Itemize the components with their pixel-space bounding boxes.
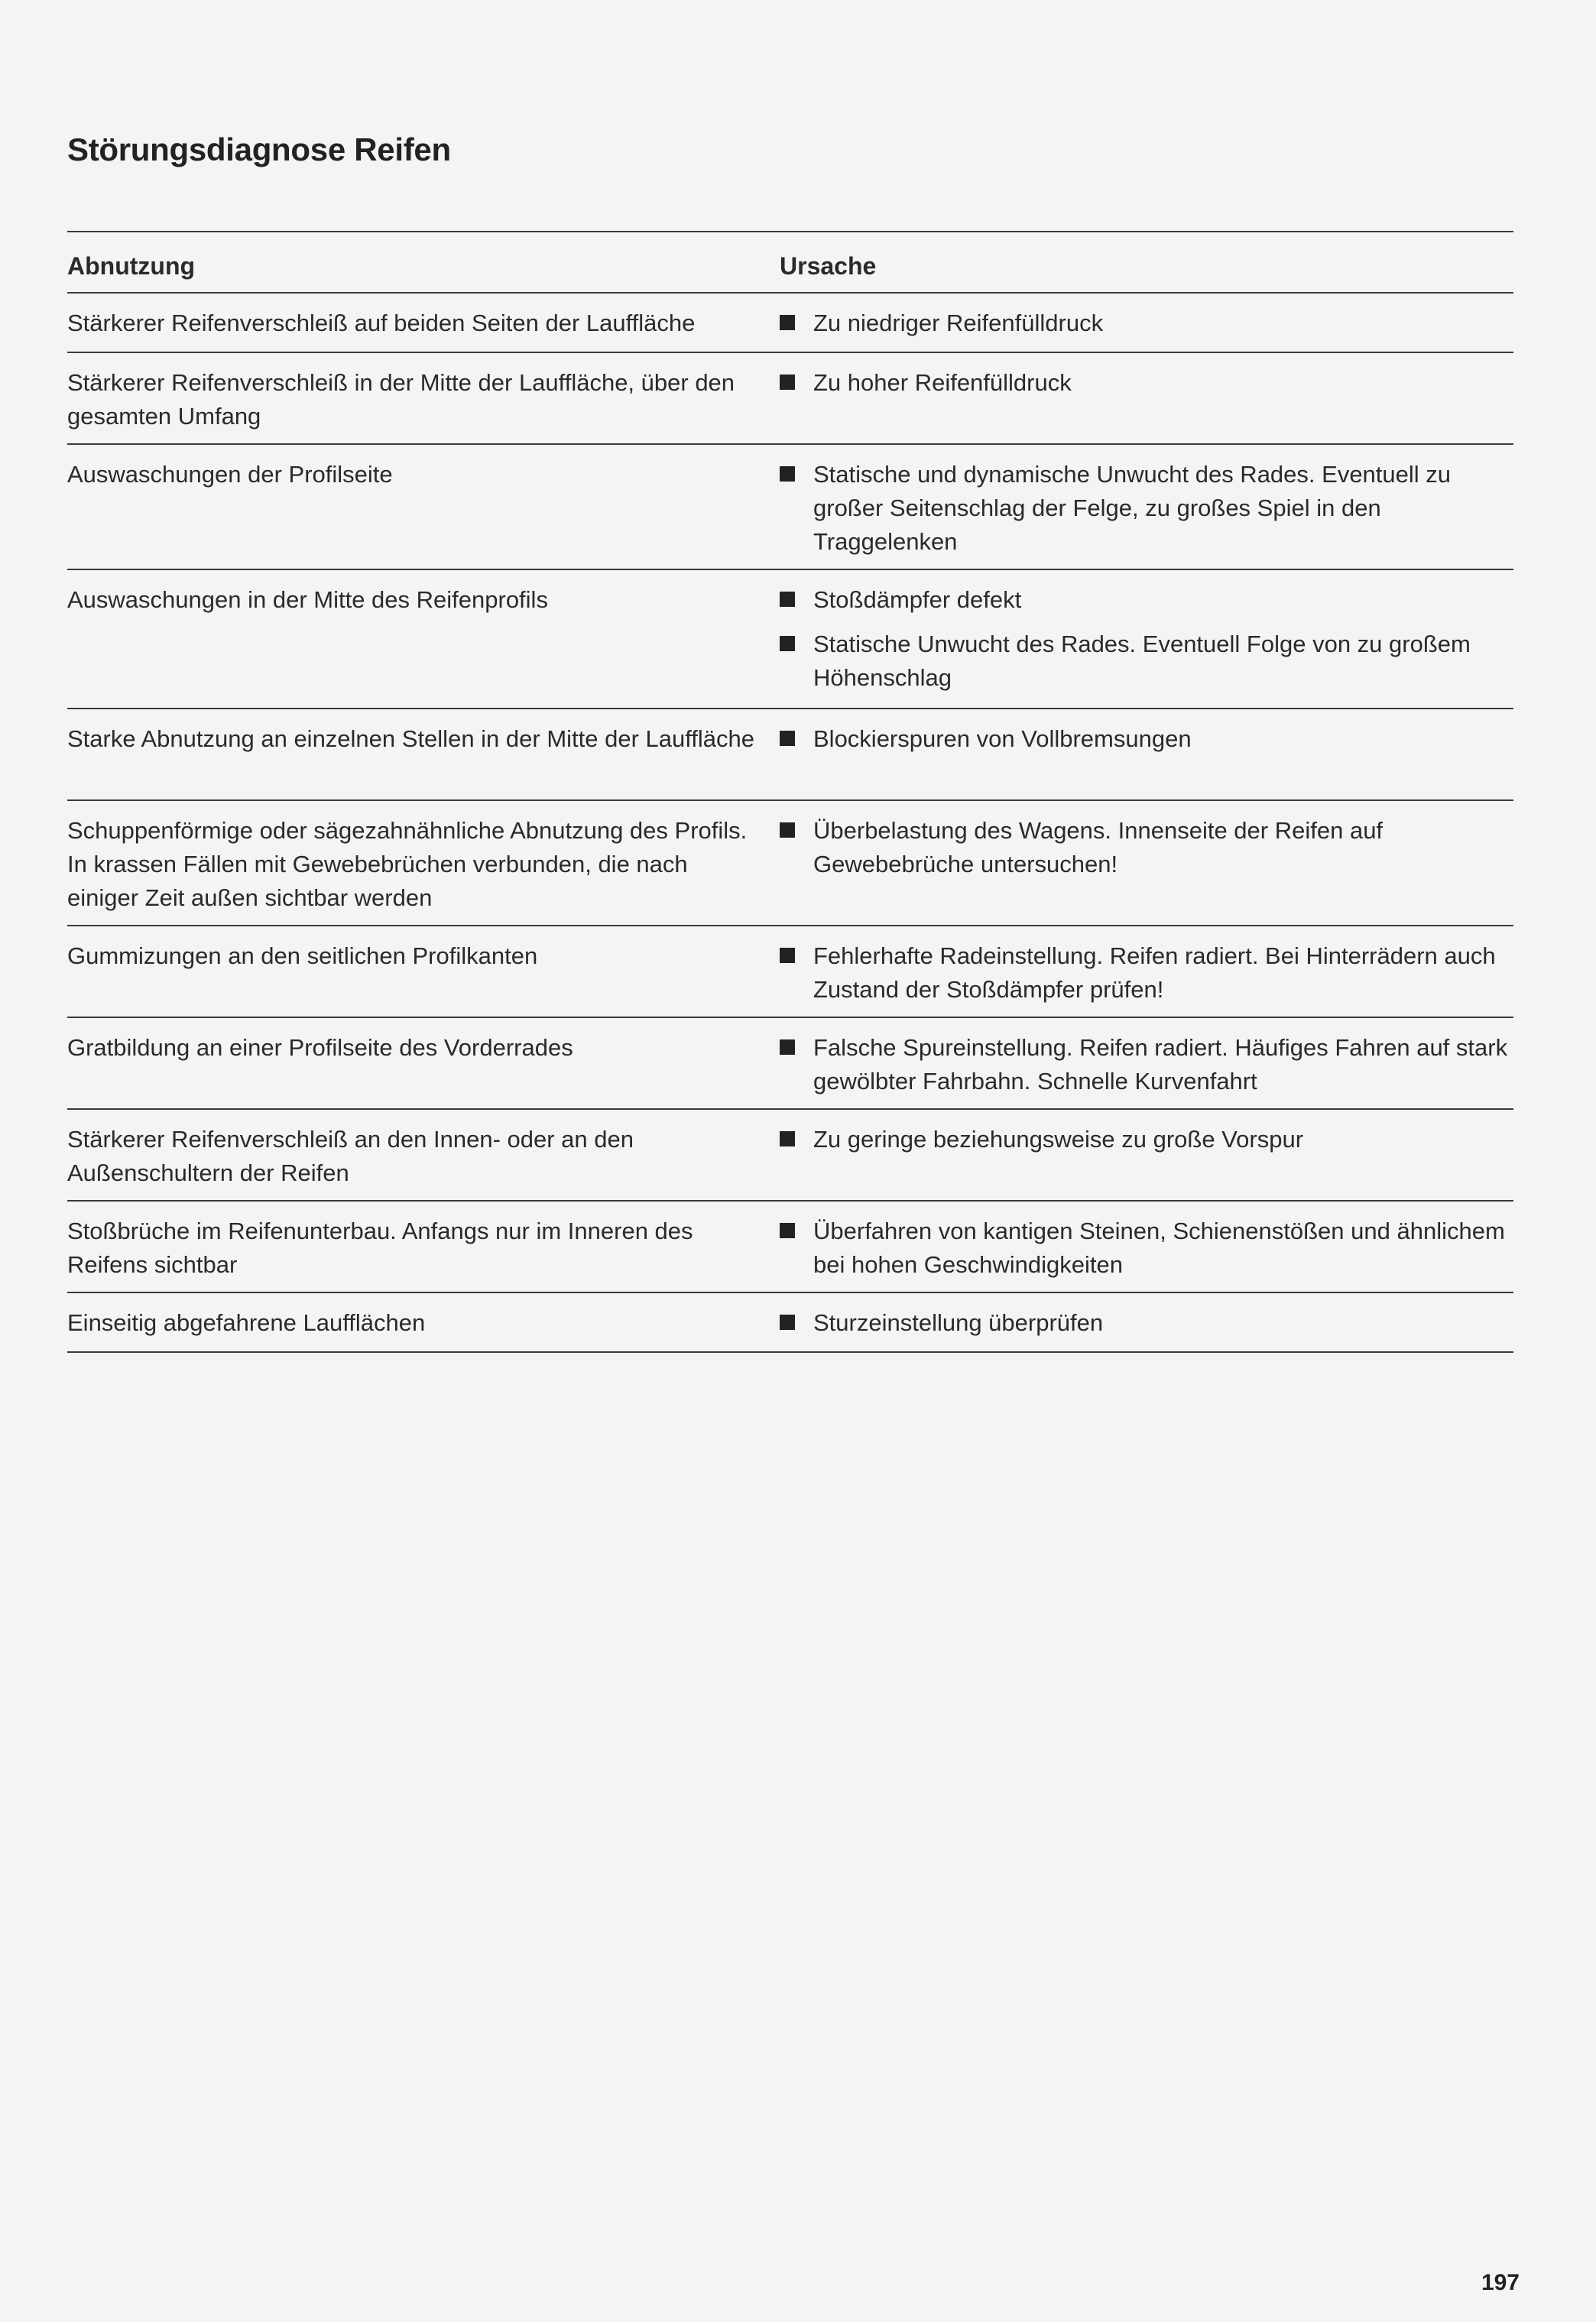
wear-text: Stoßbrüche im Reifenunterbau. Anfangs nur im Inneren des Reifens sichtbar — [67, 1218, 693, 1278]
table-row — [67, 353, 1513, 445]
square-bullet-icon — [780, 466, 795, 482]
square-bullet-icon — [780, 1315, 795, 1330]
cause-text: Sturzeinstellung überprüfen — [813, 1309, 1104, 1336]
table-row — [67, 570, 1513, 709]
cause-cell — [780, 306, 1513, 352]
cause-text: Statische und dynamische Unwucht des Rades. Eventuell zu großer Seitenschlag der Felge, zu großes Spiel in den Traggelenken — [813, 461, 1452, 555]
cause-item — [780, 722, 1513, 756]
wear-text: Gratbildung an einer Profilseite des Vorderrades — [67, 1034, 573, 1061]
cause-item — [780, 1306, 1513, 1340]
page-number: 197 — [1481, 2270, 1520, 2295]
square-bullet-icon — [780, 948, 795, 963]
table-row — [67, 445, 1513, 570]
cause-cell — [780, 366, 1513, 443]
cause-text: Zu geringe beziehungsweise zu große Vorspur — [813, 1126, 1304, 1153]
cause-cell — [780, 1215, 1513, 1292]
square-bullet-icon — [780, 731, 795, 746]
cause-text: Zu hoher Reifenfülldruck — [813, 369, 1072, 396]
table-row — [67, 709, 1513, 801]
cause-item — [780, 583, 1513, 617]
wear-text: Stärkerer Reifenverschleiß in der Mitte der Lauffläche, über den gesamten Umfang — [67, 369, 735, 430]
table-row — [67, 926, 1513, 1018]
header-wear: Abnutzung — [67, 252, 196, 280]
wear-text: Auswaschungen in der Mitte des Reifenprofils — [67, 586, 548, 613]
cause-text: Stoßdämpfer defekt — [813, 586, 1022, 613]
cause-item — [780, 1215, 1513, 1282]
table-row — [67, 801, 1513, 926]
cause-cell — [780, 1306, 1513, 1351]
square-bullet-icon — [780, 636, 795, 651]
cause-cell — [780, 1031, 1513, 1108]
square-bullet-icon — [780, 1131, 795, 1146]
square-bullet-icon — [780, 375, 795, 390]
square-bullet-icon — [780, 822, 795, 838]
square-bullet-icon — [780, 592, 795, 607]
cause-text: Überfahren von kantigen Steinen, Schienenstößen und ähnlichem bei hohen Geschwindigkeiten — [813, 1218, 1505, 1278]
cause-text: Überbelastung des Wagens. Innenseite der Reifen auf Gewebebrüche untersuchen! — [813, 817, 1384, 877]
cause-item — [780, 939, 1513, 1007]
table-row — [67, 1018, 1513, 1110]
cause-text: Statische Unwucht des Rades. Eventuell Folge von zu großem Höhenschlag — [813, 631, 1471, 691]
square-bullet-icon — [780, 315, 795, 330]
table-row — [67, 1293, 1513, 1353]
cause-text: Blockierspuren von Vollbremsungen — [813, 725, 1192, 752]
cause-item — [780, 814, 1513, 881]
cause-item — [780, 458, 1513, 559]
table-header-row — [67, 232, 1513, 293]
cause-item — [780, 1031, 1513, 1098]
cause-text: Fehlerhafte Radeinstellung. Reifen radiert. Bei Hinterrädern auch Zustand der Stoßdämpfer prüfen! — [813, 942, 1496, 1003]
table-row — [67, 1202, 1513, 1293]
square-bullet-icon — [780, 1223, 795, 1238]
cause-item — [780, 628, 1513, 695]
wear-text: Stärkerer Reifenverschleiß auf beiden Seiten der Lauffläche — [67, 310, 696, 336]
wear-text: Starke Abnutzung an einzelnen Stellen in der Mitte der Lauffläche — [67, 725, 755, 752]
wear-text: Einseitig abgefahrene Laufflächen — [67, 1309, 426, 1336]
page-title: Störungsdiagnose Reifen — [67, 131, 451, 167]
wear-text: Auswaschungen der Profilseite — [67, 461, 393, 488]
header-cause: Ursache — [780, 252, 877, 280]
wear-text: Schuppenförmige oder sägezahnähnliche Abnutzung des Profils. In krassen Fällen mit Gewebebrüchen verbunden, die nach einiger Zeit außen sichtbar werden — [67, 817, 748, 911]
cause-cell — [780, 722, 1513, 799]
cause-text: Zu niedriger Reifenfülldruck — [813, 310, 1104, 336]
cause-cell — [780, 814, 1513, 925]
wear-text: Gummizungen an den seitlichen Profilkanten — [67, 942, 538, 969]
table-row — [67, 1110, 1513, 1202]
cause-cell — [780, 939, 1513, 1017]
cause-item — [780, 366, 1513, 400]
square-bullet-icon — [780, 1039, 795, 1055]
cause-cell — [780, 583, 1513, 708]
cause-cell — [780, 458, 1513, 569]
wear-text: Stärkerer Reifenverschleiß an den Innen- oder an den Außenschultern der Reifen — [67, 1126, 634, 1186]
cause-cell — [780, 1123, 1513, 1200]
cause-item — [780, 1123, 1513, 1156]
diagnosis-table — [67, 231, 1513, 1353]
cause-item — [780, 306, 1513, 340]
cause-text: Falsche Spureinstellung. Reifen radiert. Häufiges Fahren auf stark gewölbter Fahrbahn. Schnelle Kurvenfahrt — [813, 1034, 1508, 1095]
table-row — [67, 293, 1513, 353]
